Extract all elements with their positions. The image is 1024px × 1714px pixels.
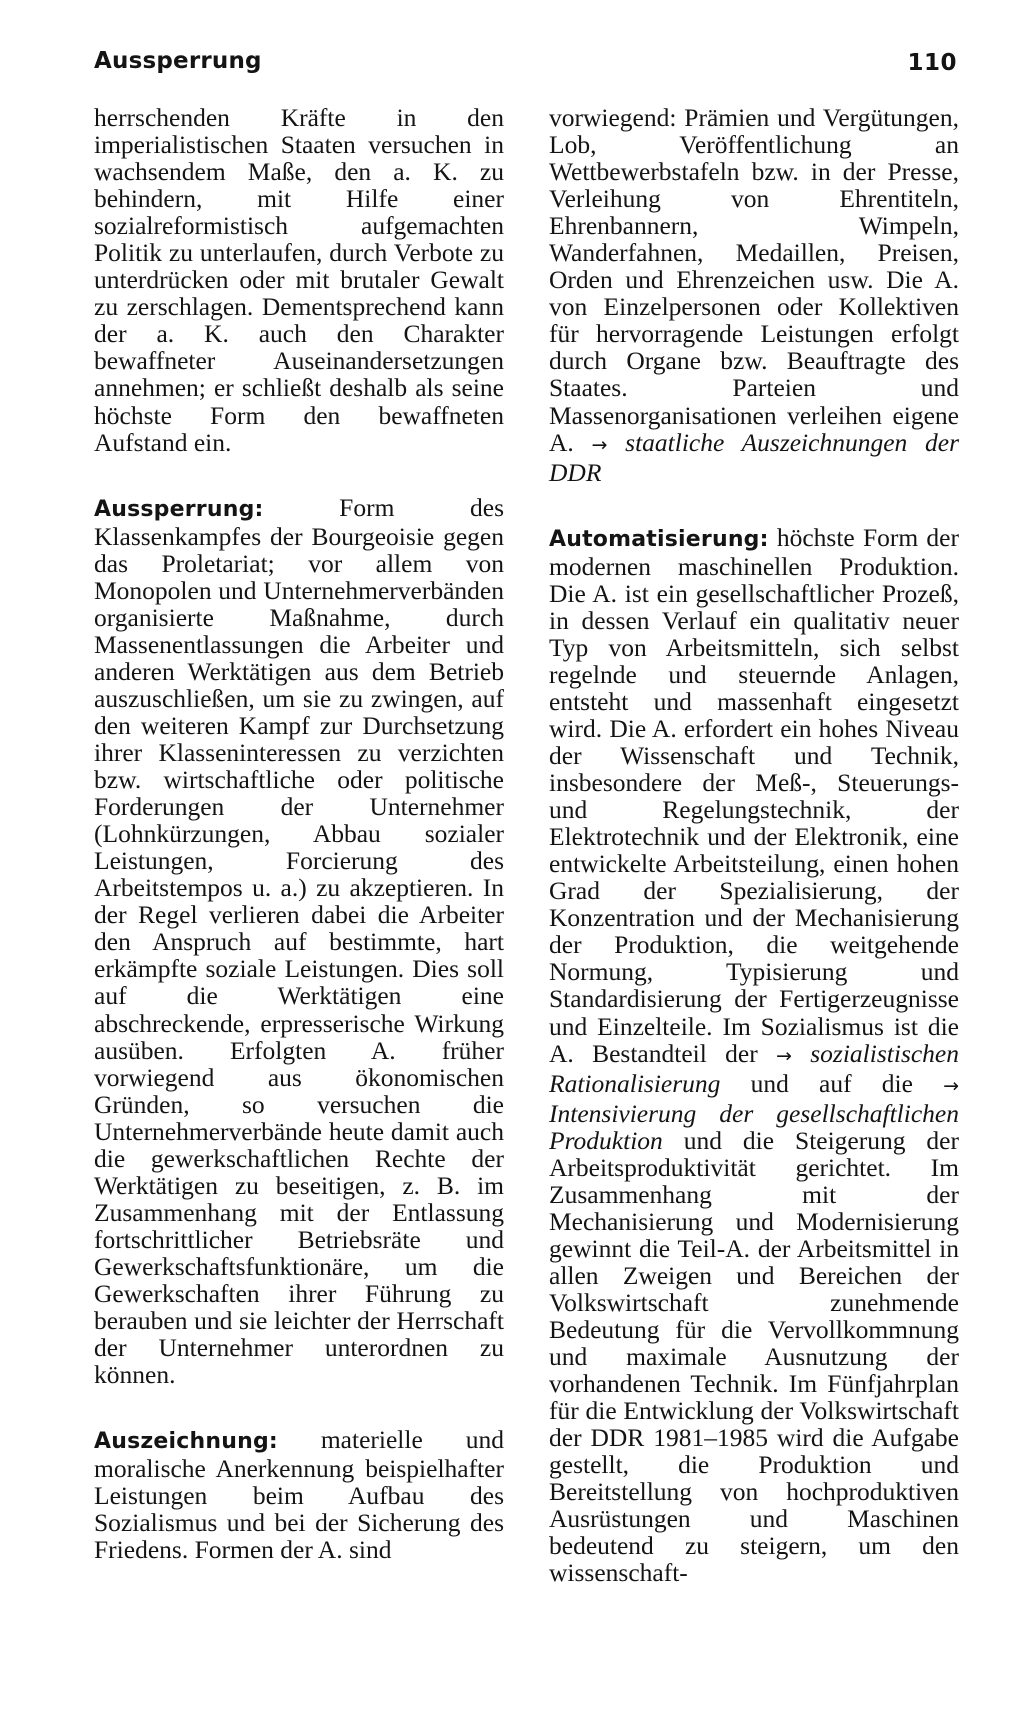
cross-reference-arrow: → xyxy=(591,433,608,456)
entry-spacer xyxy=(549,486,959,524)
definition-part-1: höchste Form der modernen maschinellen Produktion. Die A. ist ein gesellschaftlicher Prozeß, in dessen Verlauf ein qualitativ neuer Typ von Arbeitsmitteln, sich selbst regelnde und steuernde Anlagen, entsteht und massenhaft eingesetzt wird. Die A. erfordert ein hohes Niveau der Wissenschaft und Technik, insbesondere der Meß-, Steuerungs- und Regelungstechnik, der Elektrotechnik und der Elektronik, eine entwickelte Arbeitsteilung, einen hohen Grad der Spezialisierung, der Konzentration und der Mechanisierung der Produktion, die weitgehende Normung, Typisierung und Standardisierung der Fertigerzeugnisse und Einzelteile. Im Sozialismus ist die A. Bestandteil der xyxy=(549,522,959,1068)
right-column xyxy=(549,104,959,1586)
entry-spacer xyxy=(94,1388,504,1426)
continuation-paragraph xyxy=(549,104,959,486)
definition-aussperrung: Form des Klassenkampfes der Bourgeoisie gegen das Proletariat; vor allem von Monopolen und Unternehmerverbänden organisierte Maßnahme, durch Massenentlassungen die Arbeiter und anderen Werktätigen aus dem Betrieb auszuschließen, um sie zu zwingen, auf den weiteren Kampf zur Durchsetzung ihrer Klasseninteressen zu verzichten bzw. wirtschaftliche oder politische Forderungen der Unternehmer (Lohnkürzungen, Abbau sozialer Leistungen, Forcierung des Arbeitstempos u. a.) zu akzeptieren. In der Regel verlieren dabei die Arbeiter den Anspruch auf bestimmte, hart erkämpfte soziale Leistungen. Dies soll auf die Werktätigen eine abschreckende, erpresserische Wirkung ausüben. Erfolgten A. früher vorwiegend aus ökonomischen Gründen, so versuchen die Unternehmerverbände heute damit auch die gewerkschaftlichen Rechte der Werktätigen zu beseitigen, z. B. im Zusammenhang mit der Entlassung fortschrittlicher Betriebsräte und Gewerkschaftsfunktionäre, um die Gewerkschaften ihrer Führung zu berauben und sie leichter der Herrschaft der Unternehmer unterordnen zu können. xyxy=(94,492,504,1390)
left-column xyxy=(94,104,504,1563)
cross-reference-auszeichnungen: staatliche Auszeichnungen der DDR xyxy=(549,427,959,487)
definition-auszeichnung: materielle und moralische Anerkennung beispielhafter Leistungen beim Aufbau des Sozialismus und bei der Sicherung des Friedens. Formen der A. sind xyxy=(94,1425,504,1565)
headword-auszeichnung: Auszeichnung: xyxy=(94,1429,278,1455)
page-number: 110 xyxy=(907,50,957,76)
cross-reference-arrow: → xyxy=(943,1074,959,1097)
entry-auszeichnung xyxy=(94,1426,504,1563)
continuation-text: vorwiegend: Prämien und Vergütungen, Lob, Veröffentlichung an Wettbewerbstafeln bzw. in der Presse, Verleihung von Ehrentiteln, Ehrenbannern, Wimpeln, Wanderfahnen, Medaillen, Preisen, Orden und Ehrenzeichen usw. Die A. von Einzelpersonen oder Kollektiven für hervorragende Leistungen erfolgt durch Organe bzw. Beauftragte des Staates. Parteien und Massenorganisationen verleihen eigene A. xyxy=(549,103,959,457)
entry-aussperrung xyxy=(94,494,504,1389)
continuation-paragraph: herrschenden Kräfte in den imperialistischen Staaten versuchen in wachsendem Maße, den a. K. zu behindern, mit Hilfe einer sozialreformistisch aufgemachten Politik zu unterlaufen, durch Verbote zu unterdrücken oder mit brutaler Gewalt zu zerschlagen. Dementsprechend kann der a. K. auch den Charakter bewaffneter Auseinandersetzungen annehmen; er schließt deshalb als seine höchste Form den bewaffneten Aufstand ein. xyxy=(94,103,504,457)
cross-reference-intensivierung: Intensivierung der gesellschaftlichen Produktion xyxy=(549,1098,959,1155)
headword-automatisierung: Automatisierung: xyxy=(549,526,769,552)
cross-reference-rationalisierung: sozialistischen Rationalisierung xyxy=(549,1038,960,1098)
entry-automatisierung xyxy=(549,524,959,1587)
cross-reference-arrow: → xyxy=(776,1044,792,1067)
running-head: Aussperrung xyxy=(94,48,262,74)
definition-part-2: und auf die xyxy=(750,1068,913,1098)
definition-part-3: und die Steigerung der Arbeitsproduktivität gerichtet. Im Zusammenhang mit der Mechanisierung und Modernisierung gewinnt die Teil-A. der Arbeitsmittel in allen Zweigen und Bereichen der Volkswirtschaft zunehmende Bedeutung für die Vervollkommnung und maximale Ausnutzung der vorhandenen Technik. Im Fünfjahrplan für die Entwicklung der Volkswirtschaft der DDR 1981–1985 wird die Aufgabe gestellt, die Produktion und Bereitstellung von hochproduktiven Ausrüstungen und Maschinen bedeutend zu steigern, um den wissenschaft- xyxy=(549,1125,959,1588)
headword-aussperrung: Aussperrung: xyxy=(94,496,264,522)
entry-spacer xyxy=(94,456,504,494)
